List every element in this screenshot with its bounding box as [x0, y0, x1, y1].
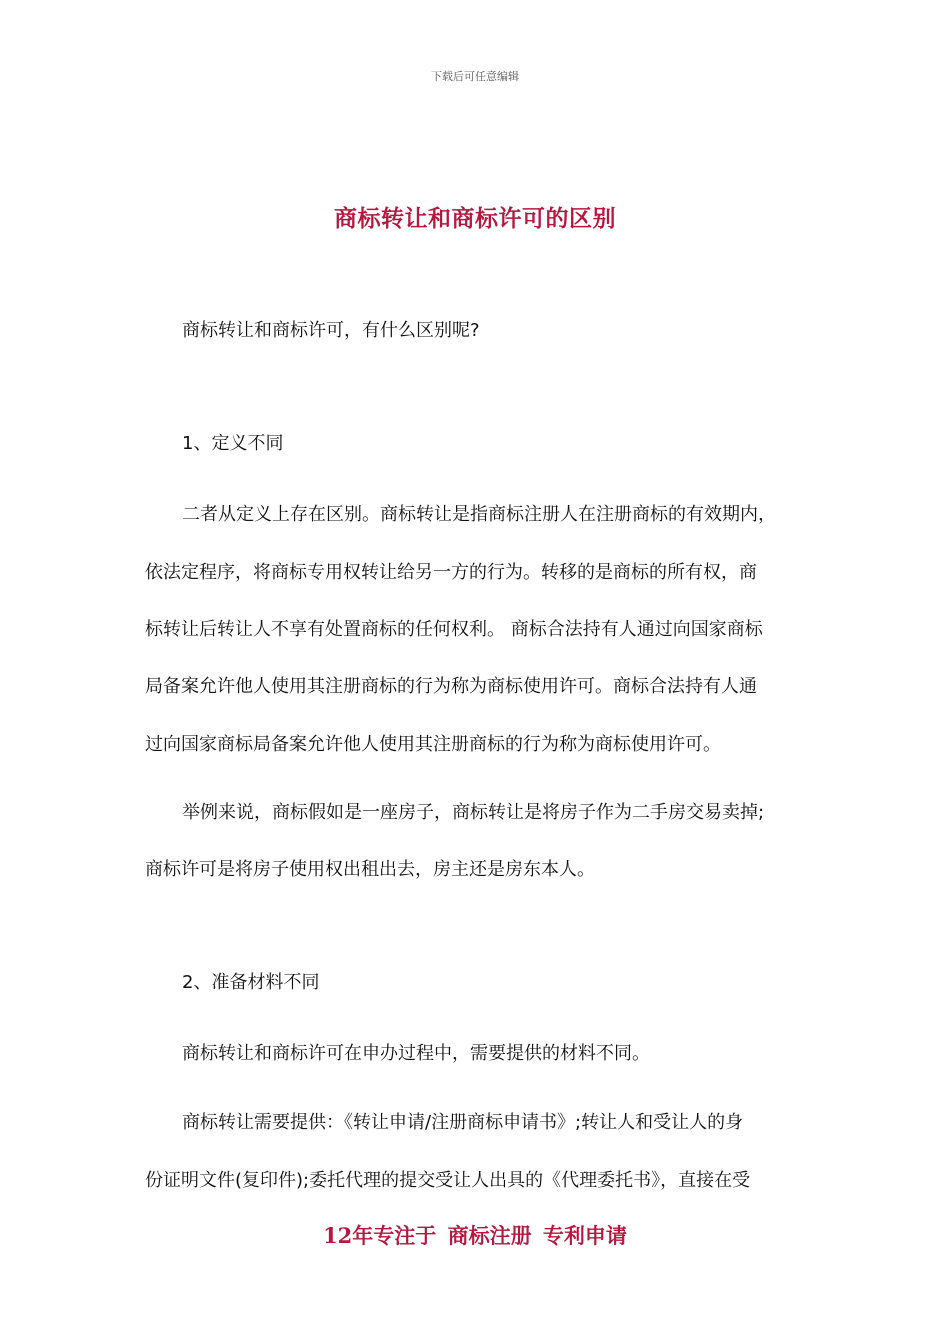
paragraph-line: 二者从定义上存在区别。商标转让是指商标注册人在注册商标的有效期内， — [182, 504, 776, 525]
paragraph-line: 份证明文件(复印件);委托代理的提交受让人出具的《代理委托书》，直接在受 — [145, 1170, 751, 1191]
header-note: 下载后可任意编辑 — [431, 70, 519, 83]
paragraph-line: 商标转让和商标许可在申办过程中，需要提供的材料不同。 — [182, 1043, 650, 1064]
paragraph-line: 商标转让需要提供：《转让申请/注册商标申请书》;转让人和受让人的身 — [182, 1112, 744, 1133]
intro-question: 商标转让和商标许可，有什么区别呢? — [182, 320, 480, 341]
paragraph-line: 局备案允许他人使用其注册商标的行为称为商标使用许可。商标合法持有人通 — [145, 676, 757, 697]
paragraph-line: 举例来说，商标假如是一座房子，商标转让是将房子作为二手房交易卖掉; — [182, 802, 765, 823]
footer-banner: 12年专注于 商标注册 专利申请 — [323, 1223, 627, 1248]
section-heading-materials: 2、准备材料不同 — [182, 972, 320, 993]
paragraph-line: 依法定程序，将商标专用权转让给另一方的行为。转移的是商标的所有权，商 — [145, 562, 757, 583]
paragraph-line: 标转让后转让人不享有处置商标的任何权利。 商标合法持有人通过向国家商标 — [145, 619, 763, 640]
section-heading-definition: 1、定义不同 — [182, 433, 284, 454]
document-title: 商标转让和商标许可的区别 — [334, 205, 616, 232]
paragraph-line: 过向国家商标局备案允许他人使用其注册商标的行为称为商标使用许可。 — [145, 734, 721, 755]
paragraph-line: 商标许可是将房子使用权出租出去，房主还是房东本人。 — [145, 859, 595, 880]
